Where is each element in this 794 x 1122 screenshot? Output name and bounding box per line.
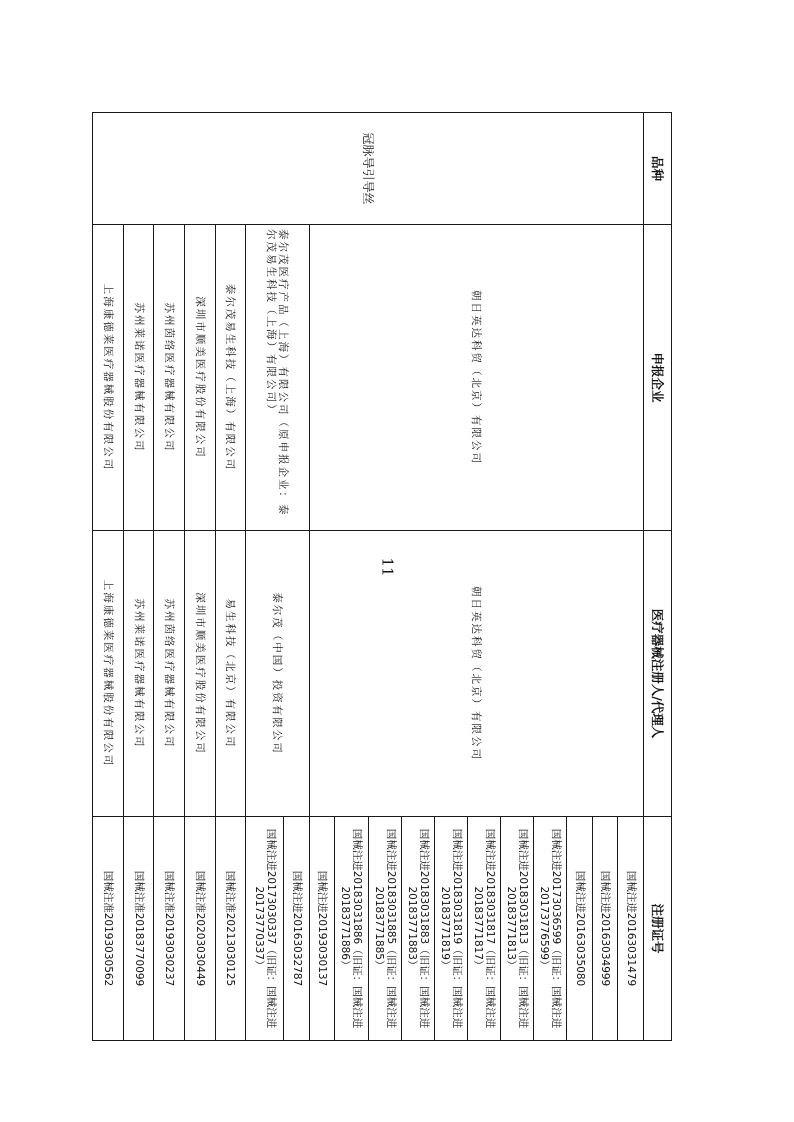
cert-cell: 国械注进20183031886（旧证：国械注进20183771886） bbox=[335, 817, 368, 1041]
cert-cell: 国械注进20163032787 bbox=[284, 817, 310, 1041]
registrant-cell: 深圳市顺美医疗股份有限公司 bbox=[184, 531, 215, 817]
cert-cell: 国械注进20183031819（旧证：国械注进20183771819） bbox=[434, 817, 467, 1041]
cert-cell: 国械注进20183031817（旧证：国械注进20183771817） bbox=[467, 817, 500, 1041]
applicant-cell: 朝日英达科贸（北京）有限公司 bbox=[309, 225, 643, 531]
table-row bbox=[93, 113, 124, 1041]
cert-cell: 国械注进20183031883（旧证：国械注进20183771883） bbox=[401, 817, 434, 1041]
page-number: 11 bbox=[378, 557, 397, 577]
applicant-cell: 深圳市顺美医疗股份有限公司 bbox=[184, 225, 215, 531]
applicant-cell: 苏州茵络医疗器械有限公司 bbox=[154, 225, 185, 531]
cert-cell: 国械注准20193030237 bbox=[154, 817, 185, 1041]
cert-cell: 国械注准20183770099 bbox=[123, 817, 154, 1041]
cert-cell: 国械注准20193030562 bbox=[93, 817, 124, 1041]
registrant-cell: 易生科技（北京）有限公司 bbox=[215, 531, 246, 817]
table-row bbox=[284, 113, 310, 1041]
cert-cell: 国械注进20193030137 bbox=[309, 817, 335, 1041]
table-row bbox=[123, 113, 154, 1041]
header-applicant: 申报企业 bbox=[643, 225, 671, 531]
cert-cell: 国械注准20203030449 bbox=[184, 817, 215, 1041]
applicant-cell: 苏州莱诺医疗器械有限公司 bbox=[123, 225, 154, 531]
registrant-cell: 上海康德莱医疗器械股份有限公司 bbox=[93, 531, 124, 817]
applicant-cell: 上海康德莱医疗器械股份有限公司 bbox=[93, 225, 124, 531]
table-row bbox=[215, 113, 246, 1041]
cert-cell: 国械注进20183031885（旧证：国械注进20183771885） bbox=[368, 817, 401, 1041]
applicant-cell: 泰尔茂医疗产品（上海）有限公司（原申报企业：泰尔茂易生科技（上海）有限公司） bbox=[246, 225, 310, 531]
header-row bbox=[643, 113, 671, 1041]
header-registrant: 医疗器械注册人/代理人 bbox=[643, 531, 671, 817]
cert-cell: 国械注进20163035080 bbox=[567, 817, 593, 1041]
table-row bbox=[154, 113, 185, 1041]
cert-cell: 国械注进20173030337（旧证：国械注进20173770337） bbox=[246, 817, 284, 1041]
cert-cell: 国械注进20163031479 bbox=[618, 817, 644, 1041]
variety-cell: 冠脉导引导丝 bbox=[93, 113, 644, 225]
cert-cell: 国械注进20163034999 bbox=[592, 817, 618, 1041]
registrant-cell: 苏州莱诺医疗器械有限公司 bbox=[123, 531, 154, 817]
registrant-cell: 苏州茵络医疗器械有限公司 bbox=[154, 531, 185, 817]
table-row bbox=[184, 113, 215, 1041]
cert-cell: 国械注进20183031813（旧证：国械注进20183771813） bbox=[501, 817, 534, 1041]
registrant-cell: 泰尔茂（中国）投资有限公司 bbox=[246, 531, 310, 817]
applicant-cell: 泰尔茂易生科技（上海）有限公司 bbox=[215, 225, 246, 531]
cert-cell: 国械注进20173036599（旧证：国械注进20173776599） bbox=[534, 817, 567, 1041]
table-row bbox=[618, 113, 644, 1041]
cert-cell: 国械注准20213030125 bbox=[215, 817, 246, 1041]
header-cert: 注册证号 bbox=[643, 817, 671, 1041]
registrant-cell: 朝日英达科贸（北京）有限公司 bbox=[309, 531, 643, 817]
header-variety: 品种 bbox=[643, 113, 671, 225]
